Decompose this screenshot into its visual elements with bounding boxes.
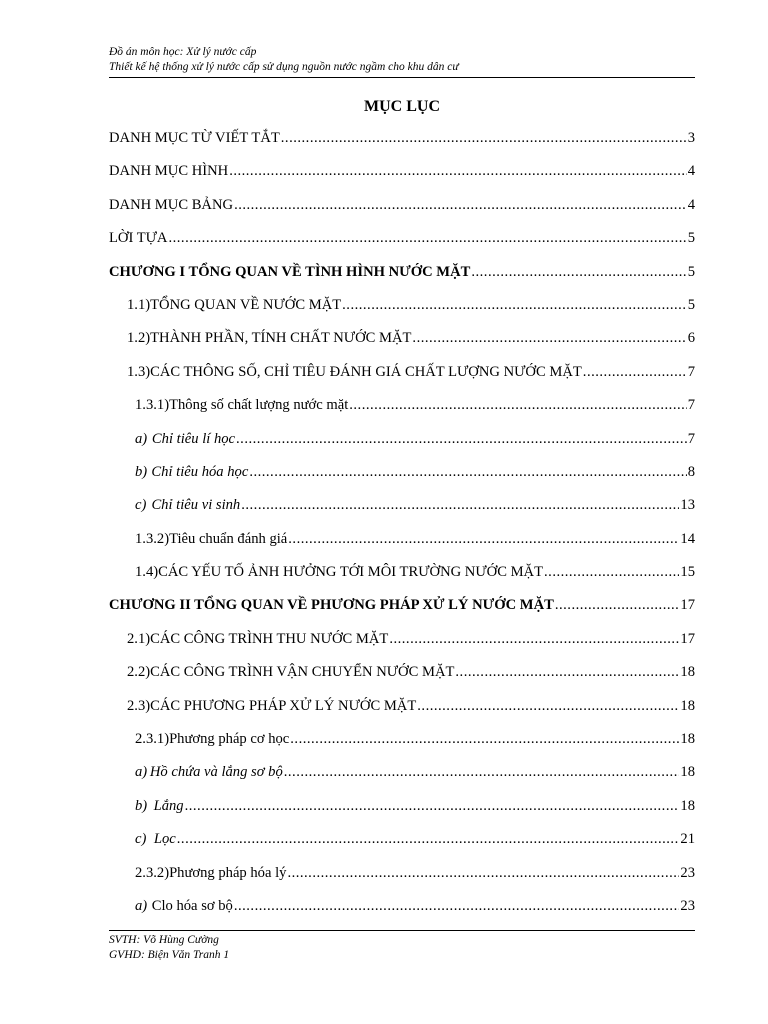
dot-leader (284, 764, 680, 781)
toc-section-number: 1.3.1) (135, 397, 170, 414)
toc-label: TỔNG QUAN VỀ NƯỚC MẶT (150, 296, 342, 313)
toc-section-number: 2.2) (127, 664, 151, 681)
dot-leader (555, 597, 680, 614)
toc-section-number: c) (135, 497, 147, 514)
dot-leader (288, 531, 679, 548)
toc-section-number: a) (135, 897, 148, 914)
toc-label: Chỉ tiêu lí học (151, 430, 236, 447)
toc-entry-1-4[interactable] (109, 564, 695, 597)
header-divider (109, 77, 695, 78)
toc-label: Phương pháp hóa lý (169, 864, 287, 881)
toc-page-number: 21 (680, 831, 695, 848)
toc-page-number: 7 (687, 430, 695, 447)
toc-page-number: 17 (680, 597, 695, 614)
toc-page-number: 6 (687, 330, 695, 347)
toc-label: Chỉ tiêu hóa học (151, 463, 249, 480)
footer-student: SVTH: Võ Hùng Cường (109, 934, 219, 946)
toc-section-number: 1.1) (127, 296, 151, 313)
toc-entry-figures[interactable] (109, 163, 695, 196)
toc-entry-2-3-1-c[interactable] (109, 831, 695, 864)
toc-page-number: 3 (687, 130, 695, 146)
toc-section-number: a) (135, 764, 148, 781)
dot-leader (412, 330, 686, 347)
toc-label: CÁC THÔNG SỐ, CHỈ TIÊU ĐÁNH GIÁ CHẤT LƯỢNG NƯỚC MẶT (150, 363, 582, 380)
toc-page-number: 4 (687, 196, 695, 213)
dot-leader (342, 297, 687, 314)
toc-page-number: 23 (680, 864, 695, 881)
toc-entry-2-3-2[interactable] (109, 865, 695, 898)
toc-page-number: 17 (680, 630, 695, 647)
toc-label: Tiêu chuẩn đánh giá (169, 530, 288, 547)
toc-label: Clo hóa sơ bộ (151, 897, 233, 914)
toc-page-number: 18 (680, 731, 695, 748)
toc-label: DANH MỤC TỪ VIẾT TẮT (109, 130, 280, 146)
header-course: Đồ án môn học: Xử lý nước cấp (109, 46, 257, 58)
toc-page-number: 15 (680, 564, 695, 581)
toc-page-number: 4 (687, 163, 695, 180)
dot-leader (389, 631, 679, 648)
toc-entry-1-3-1-c[interactable] (109, 497, 695, 530)
toc-entry-2-3[interactable] (109, 698, 695, 731)
toc-entry-2-3-2-a[interactable] (109, 898, 695, 931)
toc-section-number: 2.3) (127, 697, 151, 714)
toc-entry-1-3-1-a[interactable] (109, 431, 695, 464)
toc-section-number: 1.3) (127, 363, 151, 380)
footer-advisor: GVHD: Biện Văn Tranh 1 (109, 949, 230, 961)
toc-entry-tables[interactable] (109, 197, 695, 230)
toc-page-number: 7 (687, 397, 695, 414)
toc-section-number: 2.3.2) (135, 864, 170, 881)
toc-section-number: 1.4) (135, 564, 159, 581)
toc-section-number: b) (135, 463, 148, 480)
toc-label: CHƯƠNG II TỔNG QUAN VỀ PHƯƠNG PHÁP XỬ LÝ NƯỚC MẶT (109, 597, 554, 614)
toc-page-number: 14 (680, 530, 695, 547)
dot-leader (234, 898, 680, 915)
dot-leader (281, 130, 687, 147)
dot-leader (177, 831, 680, 848)
toc-page-number: 13 (680, 497, 695, 514)
toc-label: Hồ chứa và lắng sơ bộ (149, 764, 283, 781)
toc-entry-2-1[interactable] (109, 631, 695, 664)
toc-entry-1-1[interactable] (109, 297, 695, 330)
dot-leader (290, 731, 679, 748)
toc-label: CÁC CÔNG TRÌNH VẬN CHUYỂN NƯỚC MẶT (150, 664, 455, 681)
toc-section-number: c) (135, 831, 147, 848)
dot-leader (544, 564, 679, 581)
toc-page-number: 18 (680, 764, 695, 781)
toc-entry-chapter-2[interactable] (109, 597, 695, 630)
dot-leader (349, 397, 686, 414)
toc-page-number: 5 (687, 296, 695, 313)
dot-leader (287, 865, 679, 882)
dot-leader (249, 464, 686, 481)
toc-label: DANH MỤC BẢNG (109, 196, 234, 213)
toc-section-number: 1.3.2) (135, 530, 170, 547)
toc-label: Phương pháp cơ học (169, 731, 290, 748)
dot-leader (583, 364, 687, 381)
toc-entry-1-3-2[interactable] (109, 531, 695, 564)
toc-section-number: 1.2) (127, 330, 151, 347)
toc-page-number: 18 (680, 797, 695, 814)
toc-entry-1-2[interactable] (109, 330, 695, 363)
toc-entry-1-3-1-b[interactable] (109, 464, 695, 497)
toc-page-number: 7 (687, 363, 695, 380)
dot-leader (471, 264, 686, 281)
toc-label: CÁC CÔNG TRÌNH THU NƯỚC MẶT (150, 630, 389, 647)
toc-page-number: 8 (687, 463, 695, 480)
toc-entry-1-3[interactable] (109, 364, 695, 397)
toc-entry-2-2[interactable] (109, 664, 695, 697)
dot-leader (234, 197, 687, 214)
dot-leader (417, 698, 679, 715)
toc-label: LỜI TỰA (109, 230, 168, 247)
toc-page-number: 5 (687, 263, 695, 280)
toc-entry-2-3-1[interactable] (109, 731, 695, 764)
toc-page-number: 18 (680, 664, 695, 681)
toc-label: Lắng (153, 797, 184, 814)
dot-leader (455, 664, 679, 681)
header-project: Thiết kế hệ thống xử lý nước cấp sử dụng nguồn nước ngầm cho khu dân cư (109, 61, 459, 73)
toc-label: THÀNH PHẦN, TÍNH CHẤT NƯỚC MẶT (150, 330, 412, 347)
dot-leader (185, 798, 680, 815)
page-header (109, 45, 695, 75)
toc-section-number: 2.3.1) (135, 731, 170, 748)
toc-label: DANH MỤC HÌNH (109, 163, 229, 180)
toc-entry-chapter-1[interactable] (109, 264, 695, 297)
toc-label: Chỉ tiêu vi sinh (151, 497, 241, 514)
toc-page-number: 5 (687, 230, 695, 247)
toc-label: Lọc (153, 831, 176, 848)
footer-divider (109, 930, 695, 931)
dot-leader (168, 230, 686, 247)
toc-section-number: a) (135, 430, 148, 447)
toc-entry-preface[interactable] (109, 230, 695, 263)
toc-label: CÁC PHƯƠNG PHÁP XỬ LÝ NƯỚC MẶT (150, 697, 417, 714)
toc-label: CHƯƠNG I TỔNG QUAN VỀ TÌNH HÌNH NƯỚC MẶT (109, 263, 471, 280)
toc-entry-2-3-1-b[interactable] (109, 798, 695, 831)
toc-entry-2-3-1-a[interactable] (109, 764, 695, 797)
toc-title: MỤC LỤC (364, 98, 440, 115)
toc-entry-1-3-1[interactable] (109, 397, 695, 430)
page-footer (109, 933, 695, 963)
dot-leader (241, 497, 679, 514)
dot-leader (229, 163, 687, 180)
toc-page-number: 18 (680, 697, 695, 714)
table-of-contents (109, 130, 695, 931)
toc-page-number: 23 (680, 897, 695, 914)
dot-leader (236, 431, 687, 448)
toc-section-number: b) (135, 797, 148, 814)
toc-label: CÁC YẾU TỐ ẢNH HƯỞNG TỚI MÔI TRƯỜNG NƯỚC MẶT (158, 564, 544, 581)
toc-entry-abbreviations[interactable] (109, 130, 695, 163)
toc-label: Thông số chất lượng nước mặt (169, 397, 349, 414)
toc-section-number: 2.1) (127, 630, 151, 647)
